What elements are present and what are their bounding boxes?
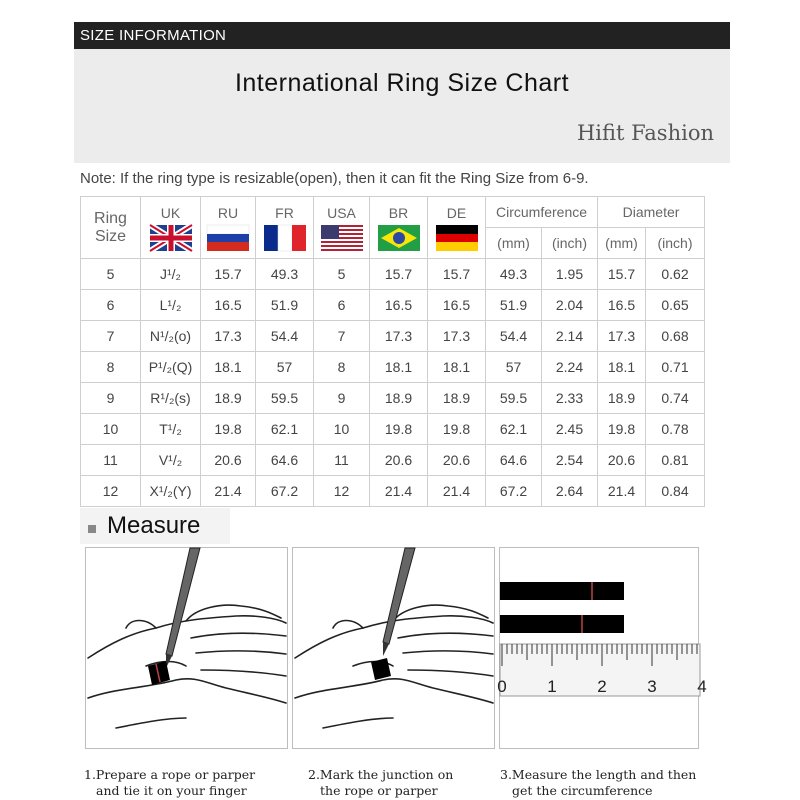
step-3-illustration: [497, 547, 707, 749]
circumference-inch-cell: 2.04: [542, 290, 598, 321]
de-cell: 21.4: [428, 476, 486, 507]
table-row: [81, 414, 705, 445]
circumference-inch-cell: 1.95: [542, 259, 598, 290]
de-cell: 15.7: [428, 259, 486, 290]
table-row: [81, 476, 705, 507]
table-row: [81, 321, 705, 352]
ring-size-cell: 7: [81, 321, 141, 352]
ring-size-table: [80, 196, 705, 507]
circumference-label: Circumference: [495, 204, 588, 220]
ru-cell: 21.4: [201, 476, 256, 507]
uk-cell: J¹/₂: [141, 259, 201, 290]
br-cell: 18.1: [370, 352, 428, 383]
header-label: SIZE INFORMATION: [80, 27, 227, 44]
circumference-inch-cell: 2.14: [542, 321, 598, 352]
step-2-illustration: [292, 547, 495, 749]
france-flag-icon: [264, 225, 306, 251]
fr-cell: 57: [256, 352, 314, 383]
circumference-mm-cell: 67.2: [486, 476, 542, 507]
germany-flag-icon: [436, 225, 478, 251]
diameter-mm-header: [598, 228, 646, 259]
uk-cell: N¹/₂(o): [141, 321, 201, 352]
diameter-inch-cell: 0.62: [646, 259, 705, 290]
diameter-inch-cell: 0.68: [646, 321, 705, 352]
usa-cell: 8: [314, 352, 370, 383]
unit-mm-label: (mm): [605, 235, 638, 251]
usa-cell: 10: [314, 414, 370, 445]
uk-cell: R¹/₂(s): [141, 383, 201, 414]
fr-label: FR: [275, 204, 294, 221]
step-3-caption: [500, 767, 696, 799]
size-label: Size: [94, 227, 127, 245]
usa-label: USA: [327, 204, 356, 221]
usa-cell: 5: [314, 259, 370, 290]
brazil-flag-icon: [378, 225, 420, 251]
step-3-line-2: get the circumference: [512, 783, 653, 798]
diameter-mm-cell: 16.5: [598, 290, 646, 321]
circumference-inch-header: [542, 228, 598, 259]
step-1-illustration: [85, 547, 288, 749]
title-band: [74, 49, 730, 163]
ru-label: RU: [217, 204, 239, 221]
br-cell: 19.8: [370, 414, 428, 445]
hand-with-rope-illustration: [86, 548, 289, 750]
circumference-header: [486, 197, 598, 228]
usa-cell: 12: [314, 476, 370, 507]
ruler-label: 3: [647, 677, 657, 696]
diameter-inch-cell: 0.65: [646, 290, 705, 321]
ring-size-cell: 12: [81, 476, 141, 507]
rope-strip: [500, 615, 624, 633]
diameter-mm-cell: 19.8: [598, 414, 646, 445]
circumference-inch-cell: 2.45: [542, 414, 598, 445]
circumference-mm-cell: 54.4: [486, 321, 542, 352]
circumference-mm-cell: 62.1: [486, 414, 542, 445]
ru-cell: 18.1: [201, 352, 256, 383]
uk-cell: X¹/₂(Y): [141, 476, 201, 507]
diameter-inch-cell: 0.84: [646, 476, 705, 507]
rope-and-ruler-illustration: [497, 548, 707, 750]
table-row: [81, 259, 705, 290]
br-cell: 17.3: [370, 321, 428, 352]
fr-header: [256, 197, 314, 259]
br-header: [370, 197, 428, 259]
ring-size-cell: 8: [81, 352, 141, 383]
resizable-note: Note: If the ring type is resizable(open), then it can fit the Ring Size from 6-9.: [80, 170, 589, 187]
ring-size-cell: 10: [81, 414, 141, 445]
ru-cell: 19.8: [201, 414, 256, 445]
ru-cell: 16.5: [201, 290, 256, 321]
table-row: [81, 383, 705, 414]
ring-size-cell: 6: [81, 290, 141, 321]
ruler-label: 2: [597, 677, 607, 696]
diameter-inch-header: [646, 228, 705, 259]
br-cell: 18.9: [370, 383, 428, 414]
diameter-mm-cell: 17.3: [598, 321, 646, 352]
br-cell: 15.7: [370, 259, 428, 290]
diameter-mm-cell: 18.9: [598, 383, 646, 414]
ring-size-header: [81, 197, 141, 259]
de-label: DE: [446, 204, 467, 221]
square-bullet-icon: [88, 525, 96, 533]
rope-strip: [500, 582, 624, 600]
uk-header: [141, 197, 201, 259]
fr-cell: 59.5: [256, 383, 314, 414]
step-2-caption: [308, 767, 453, 799]
fr-cell: 67.2: [256, 476, 314, 507]
circumference-inch-cell: 2.24: [542, 352, 598, 383]
step-1-caption: [84, 767, 255, 799]
de-cell: 16.5: [428, 290, 486, 321]
de-cell: 20.6: [428, 445, 486, 476]
ring-size-cell: 9: [81, 383, 141, 414]
ru-cell: 17.3: [201, 321, 256, 352]
de-cell: 17.3: [428, 321, 486, 352]
fr-cell: 51.9: [256, 290, 314, 321]
ruler: [497, 644, 706, 696]
diameter-header: [598, 197, 705, 228]
uk-cell: V¹/₂: [141, 445, 201, 476]
diameter-label: Diameter: [622, 204, 680, 220]
ruler-label: 4: [697, 677, 707, 696]
diameter-mm-cell: 18.1: [598, 352, 646, 383]
pencil-icon: [166, 548, 200, 668]
ring-size-cell: 5: [81, 259, 141, 290]
usa-cell: 11: [314, 445, 370, 476]
de-cell: 18.1: [428, 352, 486, 383]
table-row: [81, 445, 705, 476]
step-3-line-1: 3.Measure the length and then: [500, 767, 697, 782]
fr-cell: 49.3: [256, 259, 314, 290]
fr-cell: 54.4: [256, 321, 314, 352]
uk-flag-icon: [150, 225, 192, 251]
uk-cell: T¹/₂: [141, 414, 201, 445]
de-cell: 18.9: [428, 383, 486, 414]
circumference-inch-cell: 2.64: [542, 476, 598, 507]
measure-heading: [80, 508, 230, 544]
ruler-label: 0: [497, 677, 507, 696]
ru-header: [201, 197, 256, 259]
diameter-mm-cell: 20.6: [598, 445, 646, 476]
ru-cell: 15.7: [201, 259, 256, 290]
uk-cell: P¹/₂(Q): [141, 352, 201, 383]
diameter-inch-cell: 0.81: [646, 445, 705, 476]
step-2-line-1: 2.Mark the junction on: [308, 767, 454, 782]
circumference-mm-cell: 64.6: [486, 445, 542, 476]
table-row: [81, 352, 705, 383]
de-header: [428, 197, 486, 259]
hand-marking-rope-illustration: [293, 548, 496, 750]
diameter-mm-cell: 15.7: [598, 259, 646, 290]
table-header-row: [81, 197, 705, 228]
size-information-header: [74, 22, 730, 49]
usa-cell: 9: [314, 383, 370, 414]
unit-inch-label: (inch): [657, 235, 693, 251]
de-cell: 19.8: [428, 414, 486, 445]
circumference-mm-cell: 51.9: [486, 290, 542, 321]
brand-name: Hifit Fashion: [576, 121, 714, 145]
russia-flag-icon: [207, 225, 249, 251]
ring-label: Ring: [94, 209, 127, 227]
usa-header: [314, 197, 370, 259]
step-1-line-2: and tie it on your finger: [96, 783, 247, 798]
ring-size-cell: 11: [81, 445, 141, 476]
circumference-inch-cell: 2.33: [542, 383, 598, 414]
ruler-label: 1: [547, 677, 557, 696]
br-label: BR: [388, 204, 409, 221]
usa-cell: 6: [314, 290, 370, 321]
circumference-inch-cell: 2.54: [542, 445, 598, 476]
fr-cell: 62.1: [256, 414, 314, 445]
diameter-mm-cell: 21.4: [598, 476, 646, 507]
circumference-mm-cell: 59.5: [486, 383, 542, 414]
step-2-line-2: the rope or parper: [320, 783, 438, 798]
circumference-mm-header: [486, 228, 542, 259]
br-cell: 16.5: [370, 290, 428, 321]
usa-flag-icon: [321, 225, 363, 251]
step-1-line-1: 1.Prepare a rope or parper: [84, 767, 256, 782]
ru-cell: 20.6: [201, 445, 256, 476]
usa-cell: 7: [314, 321, 370, 352]
uk-label: UK: [160, 204, 181, 221]
uk-cell: L¹/₂: [141, 290, 201, 321]
unit-mm-label: (mm): [497, 235, 530, 251]
br-cell: 20.6: [370, 445, 428, 476]
fr-cell: 64.6: [256, 445, 314, 476]
chart-title: International Ring Size Chart: [234, 69, 570, 97]
measure-title: Measure: [107, 512, 201, 539]
br-cell: 21.4: [370, 476, 428, 507]
pencil-icon: [383, 548, 415, 656]
diameter-inch-cell: 0.71: [646, 352, 705, 383]
ru-cell: 18.9: [201, 383, 256, 414]
table-row: [81, 290, 705, 321]
diameter-inch-cell: 0.74: [646, 383, 705, 414]
circumference-mm-cell: 49.3: [486, 259, 542, 290]
circumference-mm-cell: 57: [486, 352, 542, 383]
diameter-inch-cell: 0.78: [646, 414, 705, 445]
unit-inch-label: (inch): [551, 235, 587, 251]
